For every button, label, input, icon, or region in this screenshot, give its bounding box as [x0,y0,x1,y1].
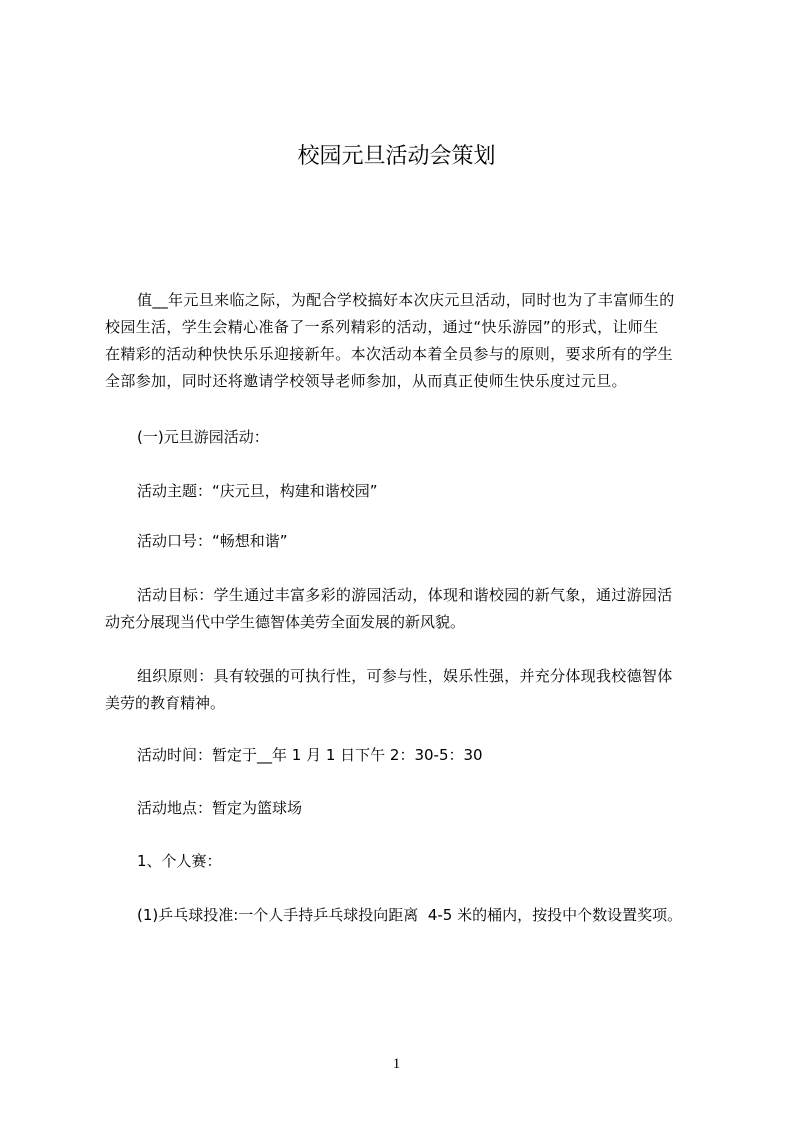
activity-goal-line: 动充分展现当代中学生德智体美劳全面发展的新风貌。 [105,613,466,631]
activity-goal-line: 活动目标：学生通过丰富多彩的游园活动，体现和谐校园的新气象，通过游园活 [137,586,673,604]
principle-line: 组织原则：具有较强的可执行性，可参与性，娱乐性强，并充分体现我校德智体 [137,667,673,685]
document-title: 校园元旦活动会策划 [297,144,496,169]
intro-line: 在精彩的活动种快快乐乐迎接新年。本次活动本着全员参与的原则，要求所有的学生 [105,345,673,363]
section-heading: (一)元旦游园活动： [137,428,269,446]
activity-theme: 活动主题：“庆元旦，构建和谐校园” [137,482,378,500]
page-number: 1 [392,1056,401,1072]
activity-slogan: 活动口号：“畅想和谐” [137,532,288,550]
intro-line: 值__年元旦来临之际，为配合学校搞好本次庆元旦活动，同时也为了丰富师生的 [137,291,675,309]
activity-place: 活动地点：暂定为篮球场 [137,799,303,817]
individual-heading: 1、个人赛： [137,852,222,870]
intro-line: 校园生活，学生会精心准备了一系列精彩的活动，通过“快乐游园”的形式，让师生 [105,318,659,336]
principle-line: 美劳的教育精神。 [105,694,226,712]
activity-time: 活动时间：暂定于__年 1 月 1 日下午 2：30-5：30 [137,746,483,764]
intro-line: 全部参加，同时还将邀请学校领导老师参加，从而真正使师生快乐度过元旦。 [105,372,627,390]
item-1: (1)乒乓球投准:一个人手持乒乓球投向距离 4-5 米的桶内，按投中个数设置奖项。 [137,906,683,924]
